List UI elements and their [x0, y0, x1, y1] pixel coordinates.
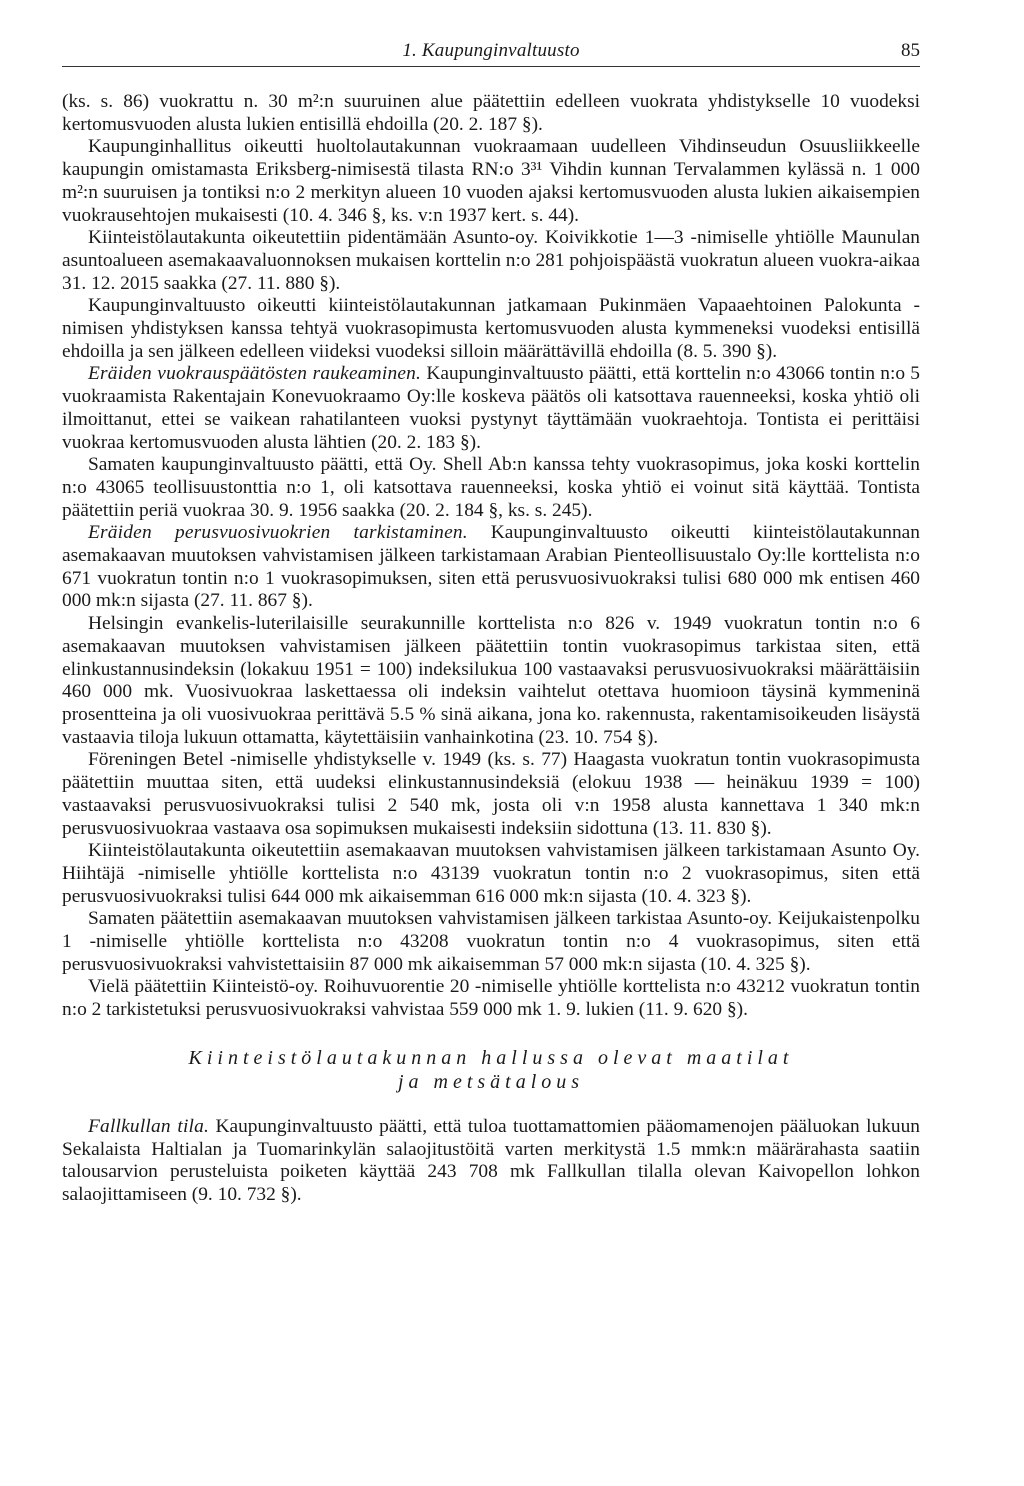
- paragraph: Helsingin evankelis-luterilaisille seurakunnille korttelista n:o 826 v. 1949 vuokratun tontin n:o 6 asemakaavan muutoksen vahvistamisen jälkeen päätettiin tontin vuokrasopimus tarkistaa siten, että elinkustannusindeksin (lokakuu 1951 = 100) indeksilukua 100 vastaavaksi perusvuosivuokraksi määrättäisiin 460 000 mk. Vuosivuokraa laskettaessa oli indeksin vaihtelut otettava huomioon täysinä kymmeninä prosentteina ja oli vuosivuokraa perittävä 5.5 % sinä aikana, jona ko. rakennusta, rakentamisoikeuden lisäystä vastaavia tiloja lukuun ottamatta, käytettäisiin vanhainkotina (23. 10. 754 §).: [62, 613, 920, 748]
- section-heading-line: ja metsätalous: [397, 1070, 585, 1093]
- section-heading: [62, 1046, 920, 1094]
- paragraph-lead-heading: Eräiden vuokrauspäätösten raukeaminen.: [88, 363, 422, 385]
- paragraph: Vielä päätettiin Kiinteistö-oy. Roihuvuorentie 20 -nimiselle yhtiölle korttelista n:o 43212 vuokratun tontin n:o 2 tarkistetuksi perusvuosivuokraksi vahvistaa 559 000 mk 1. 9. lukien (11. 9. 620 §).: [62, 976, 920, 1021]
- paragraph: Kiinteistölautakunta oikeutettiin asemakaavan muutoksen vahvistamisen jälkeen tarkistamaan Asunto Oy. Hiihtäjä -nimiselle yhtiölle korttelista n:o 43139 vuokratun tontin n:o 2 vuokrasopimus, siten että perusvuosivuokraksi tulisi 644 000 mk aikaisemman 616 000 mk:n sijasta (10. 4. 323 §).: [62, 840, 920, 907]
- paragraph: Fallkullan tila. Kaupunginvaltuusto päätti, että tuloa tuottamattomien pääomamenojen pääluokan lukuun Sekalaista Haltialan ja Tuomarinkylän salaojitustöitä varten merkitystä 1.5 mmk:n määrärahasta saatiin talousarvion perusteluista poiketen käyttää 243 708 mk Fallkullan tilalla olevan Kaivopellon lohkon salaojittamiseen (9. 10. 732 §).: [62, 1115, 920, 1205]
- paragraph: (ks. s. 86) vuokrattu n. 30 m²:n suuruinen alue päätettiin edelleen vuokrata yhdistykselle 10 vuodeksi kertomusvuoden alusta lukien entisillä ehdoilla (20. 2. 187 §).: [62, 91, 920, 135]
- paragraph: Eräiden perusvuosivuokrien tarkistaminen. Kaupunginvaltuusto oikeutti kiinteistölautakunnan asemakaavan muutoksen vahvistamisen jälkeen tarkistamaan Arabian Pienteollisuustalo Oy:lle korttelista n:o 671 vuokratun tontin n:o 1 vuokrasopimuksen, siten että perusvuosivuokraksi tulisi 680 000 mk entisen 460 000 mk:n sijasta (27. 11. 867 §).: [62, 522, 920, 612]
- paragraph: Samaten päätettiin asemakaavan muutoksen vahvistamisen jälkeen tarkistaa Asunto-oy. Keijukaistenpolku 1 -nimiselle yhtiölle korttelista n:o 43208 vuokratun tontin n:o 4 vuokrasopimus, siten että perusvuosivuokraksi vahvistettaisiin 87 000 mk aikaisemman 57 000 mk:n sijasta (10. 4. 325 §).: [62, 908, 920, 975]
- paragraph: Kiinteistölautakunta oikeutettiin pidentämään Asunto-oy. Koivikkotie 1—3 -nimiselle yhtiölle Maunulan asuntoalueen asemakaavaluonnoksen mukaisen korttelin n:o 281 pohjoispäästä vuokratun alueen vuokra-aikaa 31. 12. 2015 saakka (27. 11. 880 §).: [62, 227, 920, 294]
- paragraph: Eräiden vuokrauspäätösten raukeaminen. Kaupunginvaltuusto päätti, että korttelin n:o 43066 tontin n:o 5 vuokraamista Rakentajain Konevuokraamo Oy:lle koskeva päätös oli katsottava rauenneeksi, koska yhtiö oli ilmoittanut, ettei se vaikean rahatilanteen vuoksi pystynyt täyttämään vuokraehtoja. Tontista ei perittäisi vuokraa kertomusvuoden alusta lähtien (20. 2. 183 §).: [62, 363, 920, 453]
- page-number: 85: [901, 40, 920, 61]
- page-header: [62, 36, 920, 67]
- paragraph-lead-heading: Eräiden perusvuosivuokrien tarkistaminen.: [88, 522, 468, 544]
- paragraph: Kaupunginvaltuusto oikeutti kiinteistölautakunnan jatkamaan Pukinmäen Vapaaehtoinen Palokunta -nimisen yhdistyksen kanssa tehtyä vuokrasopimusta kertomusvuoden alusta kymmeneksi vuodeksi entisillä ehdoilla ja sen jälkeen edelleen viideksi vuodeksi silloin määrättävillä ehdoilla (8. 5. 390 §).: [62, 295, 920, 362]
- running-head: 1. Kaupunginvaltuusto: [402, 40, 580, 61]
- paragraph: Kaupunginhallitus oikeutti huoltolautakunnan vuokraamaan uudelleen Vihdinseudun Osuusliikkeelle kaupungin omistamasta Eriksberg-nimisestä tilasta RN:o 3³¹ Vihdin kunnan Tervalammen kylässä n. 1 000 m²:n suuruisen ja tontiksi n:o 2 merkityn alueen 10 vuoden ajaksi kertomusvuoden alusta lukien aikaisempien vuokrausehtojen mukaisesti (10. 4. 346 §, ks. v:n 1937 kert. s. 44).: [62, 136, 920, 226]
- paragraph-lead-heading: Fallkullan tila.: [88, 1115, 210, 1137]
- paragraph: Samaten kaupunginvaltuusto päätti, että Oy. Shell Ab:n kanssa tehty vuokrasopimus, joka koski korttelin n:o 43065 teollisuustonttia n:o 1, oli katsottava rauenneeksi, koska yhtiö ei voinut sitä käyttää. Tontista päätettiin periä vuokraa 30. 9. 1956 saakka (20. 2. 184 §, ks. s. 245).: [62, 454, 920, 521]
- document-body: [62, 91, 920, 1207]
- section-heading-line: Kiinteistölautakunnan hallussa olevat maatilat: [188, 1046, 794, 1069]
- paragraph: Föreningen Betel -nimiselle yhdistykselle v. 1949 (ks. s. 77) Haagasta vuokratun tontin vuokrasopimusta päätettiin muuttaa siten, että uudeksi elinkustannusindeksiä (elokuu 1938 — heinäkuu 1939 = 100) vastaavaksi perusvuosivuokraksi tulisi 2 540 mk, josta oli v:n 1958 alusta kannettava 1 340 mk:n perusvuosivuokraa vastaava osa sopimuksen mukaisesti indeksiin sidottuna (13. 11. 830 §).: [62, 749, 920, 839]
- document-page: [62, 36, 920, 1207]
